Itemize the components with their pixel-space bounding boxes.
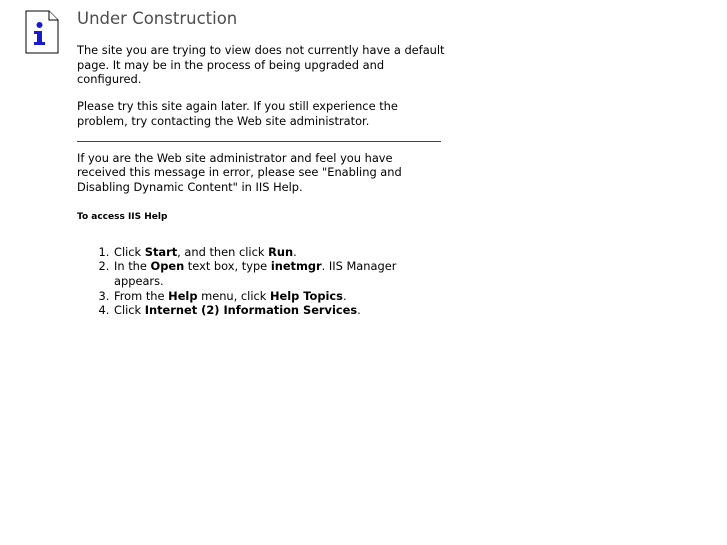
- intro-paragraph: The site you are trying to view does not currently have a default page. It may be in the process of being upgraded and configured.: [77, 43, 445, 87]
- page-title: Under Construction: [77, 9, 238, 28]
- help-step: 1. Click Start, and then click Run.: [113, 245, 445, 260]
- help-step: 4. Click Internet (2) Information Services.: [113, 303, 445, 318]
- main-content: [77, 9, 445, 318]
- separator-line: [77, 141, 441, 142]
- help-step: 3. From the Help menu, click Help Topics.: [113, 289, 445, 304]
- admin-paragraph: If you are the Web site administrator and feel you have received this message in error, please see "Enabling and Disabling Dynamic Content" in IIS Help.: [77, 150, 402, 194]
- help-steps-list: [77, 245, 445, 319]
- help-step: 2. In the Open text box, type inetmgr. IIS Manager appears.: [113, 259, 445, 288]
- info-document-icon: [25, 10, 59, 54]
- help-heading: To access IIS Help: [77, 211, 168, 222]
- retry-paragraph: Please try this site again later. If you still experience the problem, try contacting the Web site administrator.: [77, 99, 398, 128]
